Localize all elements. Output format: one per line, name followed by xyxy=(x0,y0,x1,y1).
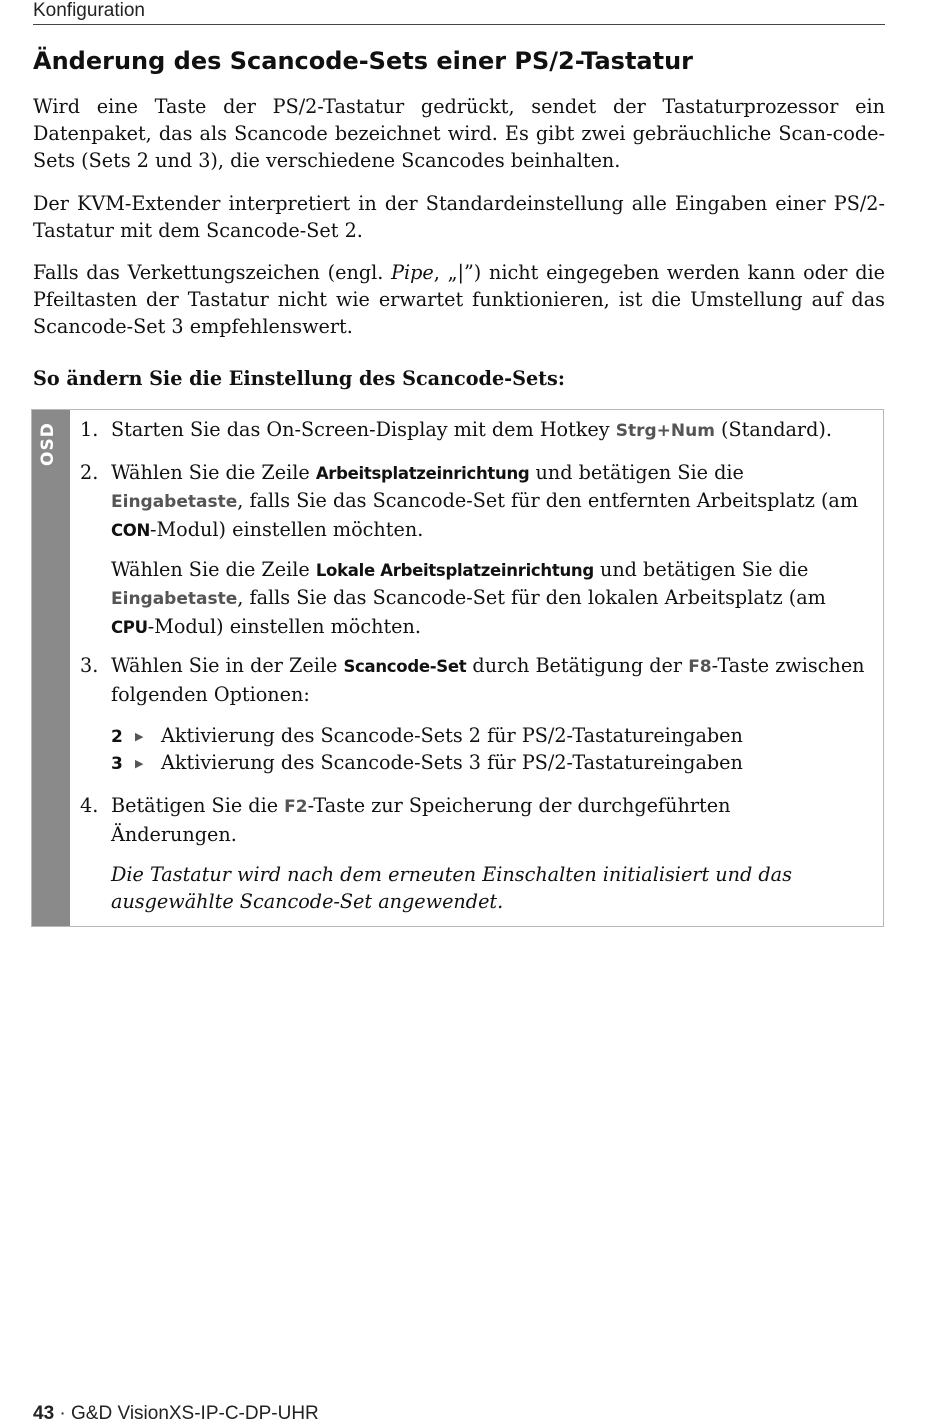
step-2b-text-d: -Modul) einstellen möchten. xyxy=(147,615,421,638)
step-number: 2. xyxy=(80,461,99,484)
step-2b-text-b: und betätigen Sie die xyxy=(593,558,809,581)
instructions-heading: So ändern Sie die Einstellung des Scancode-Sets: xyxy=(33,367,565,390)
default-paragraph: Der KVM-Extender interpretiert in der Standardeinstellung alle Eingaben einer PS/2-Tastatur mit dem Scancode-Set 2. xyxy=(33,192,885,242)
f8-key-label: F8 xyxy=(688,657,712,677)
module-cpu: CPU xyxy=(111,618,148,637)
step-3-text-b: durch Betätigung der xyxy=(466,654,689,677)
module-con: CON xyxy=(111,521,151,540)
osd-label: OSD xyxy=(38,422,58,466)
arrow-right-icon: ▶ xyxy=(135,757,144,770)
page-number: 43 xyxy=(33,1403,55,1424)
step-1-text-end: (Standard). xyxy=(714,418,832,441)
page-footer xyxy=(33,1403,319,1425)
step-2-text-b: und betätigen Sie die xyxy=(529,461,744,484)
option-text: Aktivierung des Scancode-Sets 3 für PS/2-Tastatureingaben xyxy=(161,751,743,774)
step-4-text-b: -Taste zur Speicherung der durchgeführten Änderungen. xyxy=(111,794,731,846)
option-item xyxy=(111,749,743,778)
option-code: 2 xyxy=(111,727,123,747)
step-2b-text-c: , falls Sie das Scancode-Set für den lokalen Arbeitsplatz (am xyxy=(237,586,826,609)
menu-item-lokale-arbeitsplatzeinrichtung: Lokale Arbeitsplatzeinrichtung xyxy=(315,561,594,580)
step-1-text: Starten Sie das On-Screen-Display mit dem Hotkey xyxy=(111,418,616,441)
step-3 xyxy=(80,652,870,708)
enter-key-label: Eingabetaste xyxy=(111,492,238,512)
pipe-term: Pipe xyxy=(391,261,434,284)
intro-paragraph: Wird eine Taste der PS/2-Tastatur gedrückt, sendet der Tastaturprozessor ein Datenpaket, das als Scancode bezeichnet wird. Es gibt zwei gebräuchliche Scan-code-Sets (Sets 2 und 3), die verschiedene Scancodes beinhalten. xyxy=(33,95,885,172)
option-item xyxy=(111,722,743,751)
step-number: 3. xyxy=(80,654,99,677)
menu-item-scancode-set: Scancode-Set xyxy=(343,657,467,676)
option-text: Aktivierung des Scancode-Sets 2 für PS/2-Tastatureingaben xyxy=(161,724,743,747)
osd-sidebar xyxy=(32,410,70,926)
step-2 xyxy=(80,459,870,544)
step-number: 4. xyxy=(80,794,99,817)
step-2-local xyxy=(80,556,870,641)
header-divider xyxy=(33,24,885,25)
step-2-text-d: -Modul) einstellen möchten. xyxy=(150,518,424,541)
hotkey-label: Strg+Num xyxy=(615,421,715,441)
pipe-paragraph xyxy=(33,259,885,340)
menu-item-arbeitsplatzeinrichtung: Arbeitsplatzeinrichtung xyxy=(315,464,530,483)
enter-key-label: Eingabetaste xyxy=(111,589,238,609)
footer-separator: · xyxy=(54,1403,72,1424)
pipe-text-a: Falls das Verkettungszeichen (engl. xyxy=(33,261,392,284)
f2-key-label: F2 xyxy=(284,797,308,817)
running-header: Konfiguration xyxy=(33,0,145,21)
pipe-text-b: , „|”) nicht eingegeben werden kann oder die Pfeiltasten der Tastatur nicht wie erwartet funktionieren, ist die Umstellung auf das Scancode-Set 3 empfehlenswert. xyxy=(33,261,885,338)
option-code: 3 xyxy=(111,754,123,774)
step-2b-text: Wählen Sie die Zeile xyxy=(111,558,316,581)
step-2-text: Wählen Sie die Zeile xyxy=(111,461,316,484)
step-4 xyxy=(80,792,870,848)
step-4-text: Betätigen Sie die xyxy=(111,794,285,817)
arrow-right-icon: ▶ xyxy=(135,730,144,743)
step-number: 1. xyxy=(80,418,99,441)
step-3-text: Wählen Sie in der Zeile xyxy=(111,654,344,677)
result-note: Die Tastatur wird nach dem erneuten Einschalten initialisiert und das ausgewählte Scancode-Set angewendet. xyxy=(111,863,792,913)
product-name: G&D VisionXS-IP-C-DP-UHR xyxy=(71,1403,319,1424)
step-3-text-c: -Taste zwischen folgenden Optionen: xyxy=(111,654,865,706)
osd-instructions-box xyxy=(31,409,884,927)
step-2-text-c: , falls Sie das Scancode-Set für den entfernten Arbeitsplatz (am xyxy=(237,489,859,512)
step-1 xyxy=(80,416,870,445)
page-title: Änderung des Scancode-Sets einer PS/2-Tastatur xyxy=(33,47,694,75)
